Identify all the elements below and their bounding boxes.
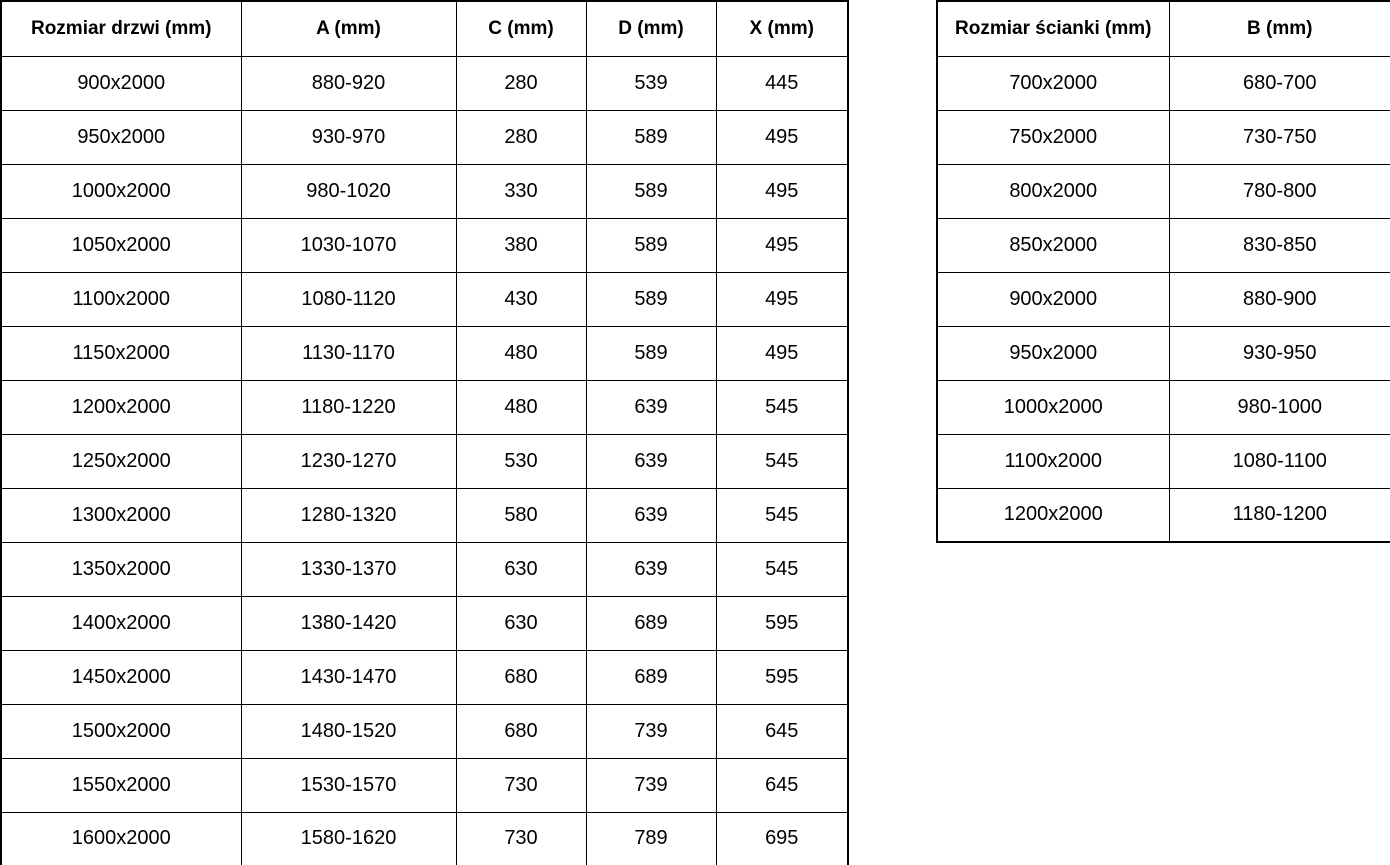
table-cell: 430 (456, 272, 586, 326)
column-header: C (mm) (456, 1, 586, 56)
table-cell: 545 (716, 434, 848, 488)
table-cell: 980-1020 (241, 164, 456, 218)
table-cell: 645 (716, 758, 848, 812)
table-cell: 930-970 (241, 110, 456, 164)
wall-table-header-row (937, 1, 1390, 56)
table-cell: 689 (586, 596, 716, 650)
table-cell: 830-850 (1169, 218, 1390, 272)
table-cell: 730-750 (1169, 110, 1390, 164)
table-cell: 1150x2000 (1, 326, 241, 380)
table-cell: 1300x2000 (1, 488, 241, 542)
table-cell: 595 (716, 650, 848, 704)
table-row (1, 272, 848, 326)
table-cell: 730 (456, 812, 586, 865)
table-cell: 495 (716, 218, 848, 272)
table-cell: 980-1000 (1169, 380, 1390, 434)
table-row (937, 326, 1390, 380)
table-row (1, 434, 848, 488)
table-cell: 900x2000 (937, 272, 1169, 326)
table-row (937, 380, 1390, 434)
table-row (1, 758, 848, 812)
table-row (937, 164, 1390, 218)
table-cell: 589 (586, 326, 716, 380)
table-cell: 950x2000 (1, 110, 241, 164)
table-cell: 1100x2000 (1, 272, 241, 326)
table-cell: 545 (716, 380, 848, 434)
table-cell: 480 (456, 326, 586, 380)
table-row (937, 272, 1390, 326)
table-row (1, 218, 848, 272)
table-cell: 930-950 (1169, 326, 1390, 380)
table-cell: 1080-1100 (1169, 434, 1390, 488)
table-cell: 1250x2000 (1, 434, 241, 488)
table-cell: 645 (716, 704, 848, 758)
wall-size-table (936, 0, 1390, 543)
door-table-header-row (1, 1, 848, 56)
table-cell: 480 (456, 380, 586, 434)
table-cell: 639 (586, 380, 716, 434)
table-cell: 700x2000 (937, 56, 1169, 110)
table-row (1, 542, 848, 596)
table-cell: 589 (586, 272, 716, 326)
table-row (1, 488, 848, 542)
table-row (1, 812, 848, 865)
table-cell: 545 (716, 542, 848, 596)
table-row (937, 434, 1390, 488)
table-cell: 1180-1220 (241, 380, 456, 434)
table-cell: 495 (716, 110, 848, 164)
table-cell: 1200x2000 (1, 380, 241, 434)
table-cell: 445 (716, 56, 848, 110)
table-cell: 595 (716, 596, 848, 650)
table-cell: 1230-1270 (241, 434, 456, 488)
column-header: X (mm) (716, 1, 848, 56)
table-cell: 680 (456, 704, 586, 758)
column-header: D (mm) (586, 1, 716, 56)
table-cell: 850x2000 (937, 218, 1169, 272)
table-cell: 1100x2000 (937, 434, 1169, 488)
table-cell: 580 (456, 488, 586, 542)
table-cell: 639 (586, 542, 716, 596)
table-cell: 739 (586, 758, 716, 812)
table-cell: 880-920 (241, 56, 456, 110)
table-row (1, 596, 848, 650)
table-row (937, 218, 1390, 272)
table-cell: 1580-1620 (241, 812, 456, 865)
table-cell: 589 (586, 218, 716, 272)
table-cell: 530 (456, 434, 586, 488)
table-cell: 639 (586, 488, 716, 542)
table-cell: 750x2000 (937, 110, 1169, 164)
table-cell: 1430-1470 (241, 650, 456, 704)
table-row (937, 110, 1390, 164)
table-cell: 1350x2000 (1, 542, 241, 596)
table-cell: 545 (716, 488, 848, 542)
table-row (937, 488, 1390, 542)
table-cell: 1080-1120 (241, 272, 456, 326)
table-cell: 1600x2000 (1, 812, 241, 865)
column-header: Rozmiar ścianki (mm) (937, 1, 1169, 56)
table-cell: 1130-1170 (241, 326, 456, 380)
table-row (1, 56, 848, 110)
table-cell: 1530-1570 (241, 758, 456, 812)
table-row (1, 650, 848, 704)
table-cell: 630 (456, 596, 586, 650)
table-cell: 639 (586, 434, 716, 488)
table-row (1, 164, 848, 218)
table-cell: 739 (586, 704, 716, 758)
column-header: Rozmiar drzwi (mm) (1, 1, 241, 56)
table-cell: 800x2000 (937, 164, 1169, 218)
table-cell: 1280-1320 (241, 488, 456, 542)
table-cell: 680-700 (1169, 56, 1390, 110)
table-cell: 1200x2000 (937, 488, 1169, 542)
table-cell: 680 (456, 650, 586, 704)
table-row (1, 704, 848, 758)
table-cell: 1550x2000 (1, 758, 241, 812)
table-cell: 789 (586, 812, 716, 865)
table-cell: 539 (586, 56, 716, 110)
table-row (1, 110, 848, 164)
column-header: B (mm) (1169, 1, 1390, 56)
table-cell: 689 (586, 650, 716, 704)
table-cell: 630 (456, 542, 586, 596)
table-cell: 730 (456, 758, 586, 812)
table-cell: 1000x2000 (937, 380, 1169, 434)
table-cell: 1000x2000 (1, 164, 241, 218)
table-cell: 280 (456, 110, 586, 164)
table-cell: 880-900 (1169, 272, 1390, 326)
table-cell: 695 (716, 812, 848, 865)
table-cell: 1380-1420 (241, 596, 456, 650)
table-cell: 1050x2000 (1, 218, 241, 272)
table-cell: 495 (716, 272, 848, 326)
table-cell: 1480-1520 (241, 704, 456, 758)
table-cell: 780-800 (1169, 164, 1390, 218)
table-cell: 1330-1370 (241, 542, 456, 596)
table-cell: 589 (586, 164, 716, 218)
table-row (937, 56, 1390, 110)
column-header: A (mm) (241, 1, 456, 56)
table-cell: 589 (586, 110, 716, 164)
table-cell: 1400x2000 (1, 596, 241, 650)
table-cell: 330 (456, 164, 586, 218)
table-cell: 900x2000 (1, 56, 241, 110)
table-cell: 950x2000 (937, 326, 1169, 380)
table-row (1, 380, 848, 434)
table-cell: 1450x2000 (1, 650, 241, 704)
table-cell: 280 (456, 56, 586, 110)
table-row (1, 326, 848, 380)
table-cell: 495 (716, 326, 848, 380)
table-cell: 380 (456, 218, 586, 272)
table-cell: 1180-1200 (1169, 488, 1390, 542)
table-cell: 495 (716, 164, 848, 218)
table-cell: 1500x2000 (1, 704, 241, 758)
table-cell: 1030-1070 (241, 218, 456, 272)
